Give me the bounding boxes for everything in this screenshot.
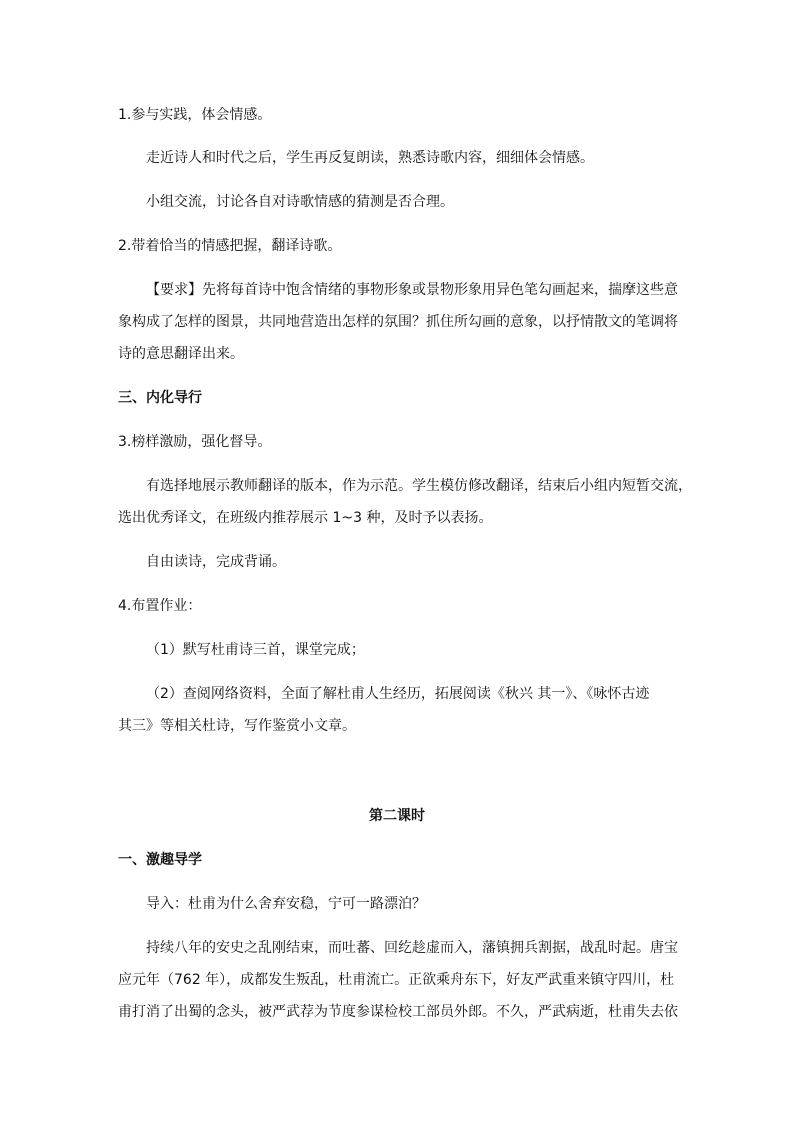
homework-item: （1）默写杜甫诗三首，课堂完成； [146, 642, 365, 658]
lesson-title: 第二课时 [369, 808, 425, 824]
requirement-line: 诗的意思翻译出来。 [118, 346, 244, 362]
section-heading-2: 2.带着恰当的情感把握，翻译诗歌。 [118, 238, 342, 254]
paragraph: 自由读诗，完成背诵。 [146, 554, 286, 570]
section-heading-4: 4.布置作业： [118, 598, 202, 614]
paragraph: 应元年（762 年），成都发生叛乱，杜甫流亡。正欲乘舟东下，好友严武重来镇守四川，杜 [118, 972, 675, 988]
section-heading-1: 1.参与实践，体会情感。 [118, 107, 272, 123]
homework-item: （2）查阅网络资料，全面了解杜甫人生经历，拓展阅读《秋兴 其一》、《咏怀古迹 [146, 686, 650, 702]
paragraph: 选出优秀译文，在班级内推荐展示 1~3 种，及时予以表扬。 [118, 510, 493, 526]
requirement-line: 【要求】先将每首诗中饱含情绪的事物形象或景物形象用异色笔勾画起来，揣摩这些意 [146, 282, 678, 298]
requirement-line: 象构成了怎样的图景，共同地营造出怎样的氛围？抓住所勾画的意象，以抒情散文的笔调将 [118, 314, 678, 330]
homework-item: 其三》等相关杜诗，写作鉴赏小文章。 [118, 718, 356, 734]
paragraph: 小组交流，讨论各自对诗歌情感的猜测是否合理。 [146, 194, 454, 210]
paragraph: 持续八年的安史之乱刚结束，而吐蕃、回纥趁虚而入，藩镇拥兵割据，战乱时起。唐宝 [146, 940, 678, 956]
part-heading-1: 一、激趣导学 [118, 852, 202, 868]
paragraph: 甫打消了出蜀的念头，被严武荐为节度参谋检校工部员外郎。不久，严武病逝，杜甫失去依 [118, 1004, 678, 1020]
paragraph: 导入：杜甫为什么舍弃安稳，宁可一路漂泊？ [146, 896, 426, 912]
paragraph: 走近诗人和时代之后，学生再反复朗读，熟悉诗歌内容，细细体会情感。 [146, 150, 594, 166]
section-heading-3: 3.榜样激励，强化督导。 [118, 434, 272, 450]
paragraph: 有选择地展示教师翻译的版本，作为示范。学生模仿修改翻译，结束后小组内短暂交流， [146, 478, 692, 494]
part-heading-3: 三、内化导行 [118, 390, 202, 406]
